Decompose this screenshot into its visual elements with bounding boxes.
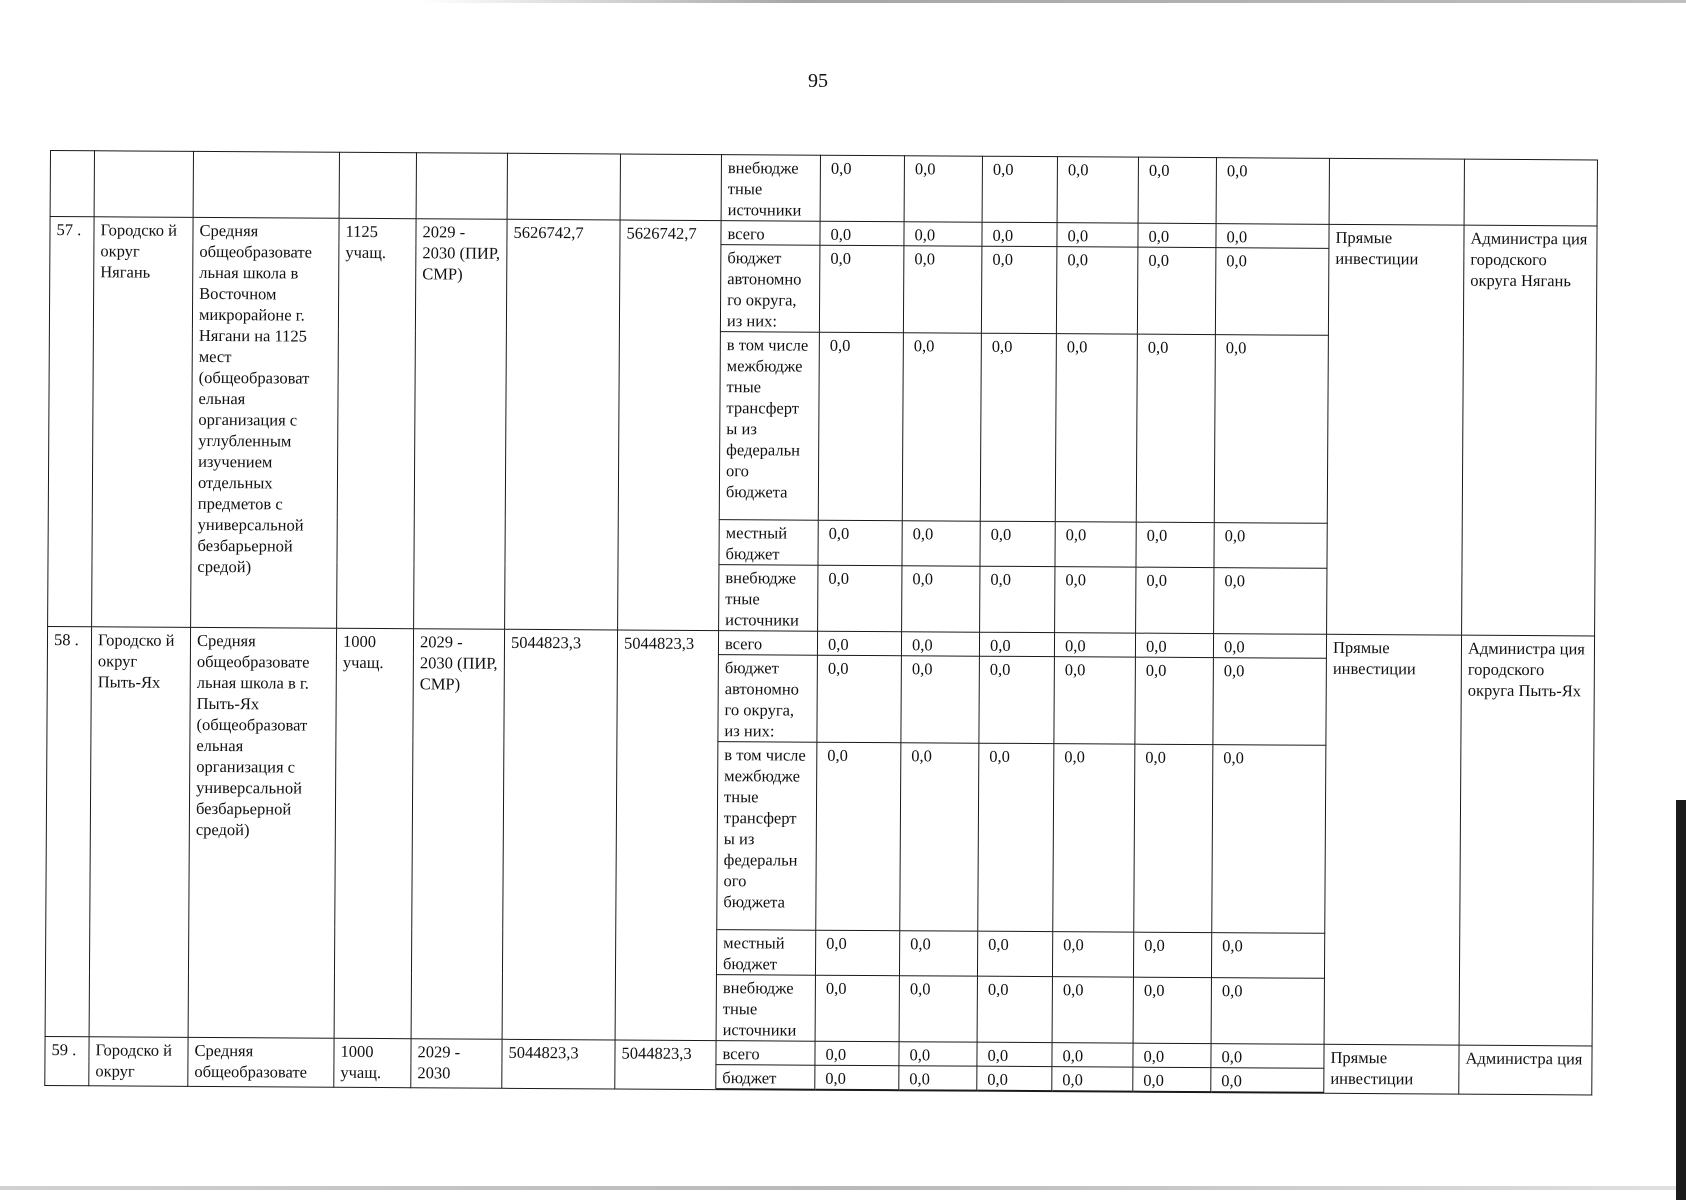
value-cell: 0,0 <box>900 743 979 931</box>
funding-source-label: в том числе межбюдже тные трансферт ы из федеральн ого бюджета <box>717 742 817 931</box>
cost-total-cell <box>507 153 620 220</box>
cost-total: 5044823,3 <box>502 1039 615 1088</box>
value-cell: 0,0 <box>903 246 982 333</box>
value-cell: 0,0 <box>982 156 1057 222</box>
value-cell: 0,0 <box>899 1042 977 1066</box>
value-cell: 0,0 <box>1057 223 1138 247</box>
value-cell: 0,0 <box>902 566 980 632</box>
object-name: Средняя общеобразовате <box>188 1037 334 1086</box>
responsible-org: Администра ция городского округа Пыть-Ях <box>1459 635 1595 1046</box>
value-cell: 0,0 <box>981 246 1057 333</box>
value-cell: 0,0 <box>1054 657 1136 744</box>
value-cell: 0,0 <box>1213 634 1326 659</box>
value-cell: 0,0 <box>902 521 980 566</box>
municipality: Городско й округ Пыть-Ях <box>89 627 191 1038</box>
funding-source-label: всего <box>721 221 820 246</box>
value-cell: 0,0 <box>901 632 979 656</box>
row-number: 58 . <box>45 626 92 1036</box>
value-cell: 0,0 <box>977 976 1052 1042</box>
value-cell: 0,0 <box>982 222 1057 246</box>
value-cell: 0,0 <box>1136 567 1214 633</box>
municipality-cell <box>94 151 193 218</box>
capacity: 1000 учащ. <box>334 1038 411 1087</box>
funding-source-label: в том числе межбюдже тные трансферт ы из федеральн ого бюджета <box>719 332 819 521</box>
value-cell: 0,0 <box>977 931 1052 976</box>
value-cell: 0,0 <box>899 976 977 1042</box>
funding-source-label: всего <box>718 631 817 656</box>
object-name: Средняя общеобразовате льная школа в г. Пыть-Ях (общеобразоват ельная организация с универсальной безбарьерной средой) <box>188 627 337 1038</box>
value-cell: 0,0 <box>817 655 902 743</box>
value-cell: 0,0 <box>815 975 899 1042</box>
value-cell: 0,0 <box>1052 1067 1133 1092</box>
value-cell: 0,0 <box>904 222 982 246</box>
num-cell <box>50 151 94 217</box>
value-cell: 0,0 <box>1133 932 1211 977</box>
cost-total: 5044823,3 <box>502 629 618 1040</box>
value-cell: 0,0 <box>1054 633 1135 657</box>
value-cell: 0,0 <box>818 520 902 566</box>
cost-remaining: 5044823,3 <box>615 630 719 1041</box>
value-cell: 0,0 <box>815 1041 899 1066</box>
cost-remaining: 5044823,3 <box>615 1040 716 1089</box>
municipality: Городско й округ Нягань <box>92 217 194 628</box>
value-cell: 0,0 <box>820 221 904 246</box>
funding-type: Прямые инвестиции <box>1324 634 1462 1045</box>
responsible-cell <box>1464 159 1597 226</box>
value-cell: 0,0 <box>1135 657 1214 744</box>
cost-total: 5626742,7 <box>505 219 621 630</box>
value-cell: 0,0 <box>980 521 1055 566</box>
value-cell: 0,0 <box>904 156 982 222</box>
funding-source-label: бюджет <box>716 1065 815 1090</box>
scan-edge-top <box>420 0 1686 3</box>
value-cell: 0,0 <box>902 333 981 521</box>
value-cell: 0,0 <box>980 566 1055 632</box>
capacity-cell <box>339 152 416 218</box>
value-cell: 0,0 <box>1055 522 1136 567</box>
page-number: 95 <box>808 70 828 92</box>
value-cell: 0,0 <box>1214 335 1328 524</box>
value-cell: 0,0 <box>977 1042 1052 1066</box>
value-cell: 0,0 <box>1215 248 1329 336</box>
scan-edge-bottom <box>0 1186 1686 1190</box>
funding-source-label: бюджет автономно го округа, из них: <box>720 245 820 333</box>
value-cell: 0,0 <box>1055 334 1137 522</box>
value-cell: 0,0 <box>901 656 980 743</box>
value-cell: 0,0 <box>899 931 977 976</box>
value-cell: 0,0 <box>1214 568 1327 635</box>
value-cell: 0,0 <box>1211 1068 1324 1093</box>
value-cell: 0,0 <box>1211 978 1324 1045</box>
value-cell: 0,0 <box>820 155 904 222</box>
object-cell <box>193 151 339 218</box>
period: 2029 - 2030 (ПИР, СМР) <box>414 219 508 630</box>
cost-remaining-cell <box>620 154 721 221</box>
row-number: 57 . <box>48 217 95 627</box>
funding-source-label: всего <box>716 1041 815 1066</box>
value-cell: 0,0 <box>1053 744 1135 932</box>
funding-source-label: местный бюджет <box>719 520 818 566</box>
value-cell: 0,0 <box>818 565 902 632</box>
period: 2029 - 2030 (ПИР, СМР) <box>411 629 505 1040</box>
period: 2029 - 2030 <box>411 1039 502 1088</box>
row-number: 59 . <box>45 1036 89 1085</box>
value-cell: 0,0 <box>1133 1043 1211 1067</box>
value-cell: 0,0 <box>1211 1044 1324 1069</box>
responsible-org: Администра ция <box>1459 1045 1592 1094</box>
funding-source-label: внебюдже тные источники <box>716 975 815 1042</box>
value-cell: 0,0 <box>1052 1043 1133 1067</box>
value-cell: 0,0 <box>1056 247 1138 334</box>
value-cell: 0,0 <box>1216 158 1329 225</box>
object-name: Средняя общеобразовате льная школа в Восточном микрорайоне г. Нягани на 1125 мест (общеобразоват ельная организация с углубленным изучением отдельных предметов с универсальной безбарьерной средой) <box>191 217 340 628</box>
responsible-org: Администра ция городского округа Нягань <box>1462 225 1598 636</box>
value-cell: 0,0 <box>977 1066 1052 1091</box>
funding-source-label: местный бюджет <box>716 930 815 976</box>
value-cell: 0,0 <box>899 1066 977 1091</box>
value-cell: 0,0 <box>978 743 1054 931</box>
value-cell: 0,0 <box>1136 522 1214 567</box>
value-cell: 0,0 <box>1211 933 1324 979</box>
value-cell: 0,0 <box>817 631 901 656</box>
value-cell: 0,0 <box>815 1065 899 1090</box>
period-cell <box>416 153 507 220</box>
value-cell: 0,0 <box>1052 932 1133 977</box>
funding-type-cell <box>1329 158 1464 225</box>
value-cell: 0,0 <box>1138 223 1216 247</box>
value-cell: 0,0 <box>818 332 903 521</box>
value-cell: 0,0 <box>1137 247 1216 334</box>
value-cell: 0,0 <box>1216 224 1329 249</box>
value-cell: 0,0 <box>979 632 1054 656</box>
value-cell: 0,0 <box>1057 157 1138 223</box>
funding-type: Прямые инвестиции <box>1324 1044 1459 1093</box>
value-cell: 0,0 <box>1133 977 1211 1043</box>
value-cell: 0,0 <box>980 333 1056 521</box>
investment-table <box>44 150 1598 1095</box>
value-cell: 0,0 <box>1213 658 1327 746</box>
value-cell: 0,0 <box>1052 977 1133 1043</box>
municipality: Городско й округ <box>89 1037 188 1086</box>
value-cell: 0,0 <box>816 742 901 931</box>
value-cell: 0,0 <box>979 656 1055 743</box>
value-cell: 0,0 <box>1135 633 1213 657</box>
scan-edge-right <box>1676 800 1686 1200</box>
value-cell: 0,0 <box>1134 744 1213 932</box>
value-cell: 0,0 <box>1136 334 1215 522</box>
value-cell: 0,0 <box>1212 745 1326 934</box>
cost-remaining: 5626742,7 <box>618 220 722 631</box>
value-cell: 0,0 <box>1138 157 1216 223</box>
funding-source-label: бюджет автономно го округа, из них: <box>718 655 818 743</box>
capacity: 1000 учащ. <box>334 628 414 1038</box>
value-cell: 0,0 <box>1214 523 1327 569</box>
funding-source-label: внебюдже тные источники <box>721 155 820 222</box>
value-cell: 0,0 <box>819 245 904 333</box>
funding-source-label: внебюдже тные источники <box>719 565 818 632</box>
funding-type: Прямые инвестиции <box>1327 224 1465 635</box>
value-cell: 0,0 <box>815 930 899 976</box>
capacity: 1125 учащ. <box>337 218 417 628</box>
table-row <box>50 151 1597 226</box>
value-cell: 0,0 <box>1133 1067 1211 1092</box>
value-cell: 0,0 <box>1055 567 1136 633</box>
